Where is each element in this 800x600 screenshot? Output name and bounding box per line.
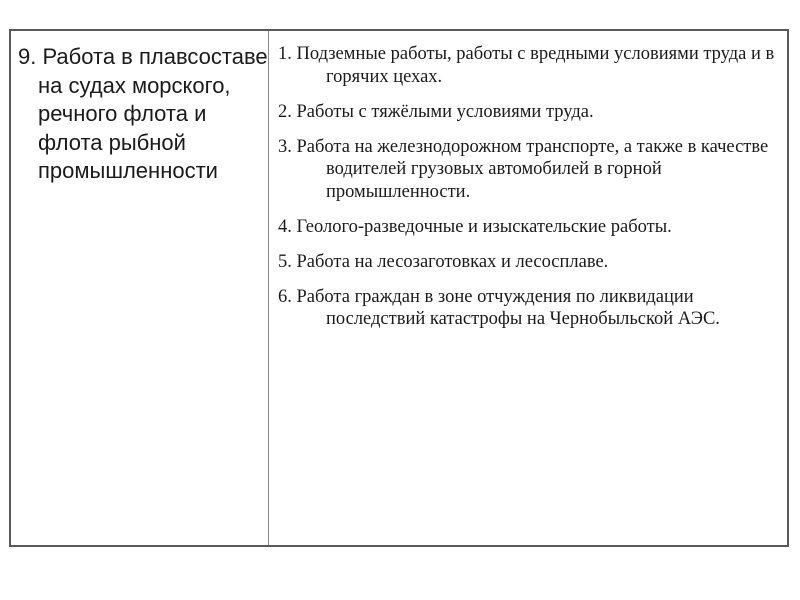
- list-item: 6. Работа граждан в зоне отчуждения по ликвидации последствий катастрофы на Чернобыльской АЭС.: [278, 286, 720, 329]
- category-heading: 9. Работа в плавсоставе на судах морского, речного флота и флота рыбной промышленности: [18, 44, 268, 183]
- table-cell-right: [269, 31, 787, 545]
- list-item: 4. Геолого-разведочные и изыскательские работы.: [278, 216, 672, 237]
- table-cell-left: [11, 31, 269, 545]
- work-types-list: [278, 43, 777, 331]
- list-item: 3. Работа на железнодорожном транспорте, а также в качестве водителей грузовых автомобилей в горной промышленности.: [278, 136, 769, 202]
- list-item: 5. Работа на лесозаготовках и лесосплаве.: [278, 251, 609, 272]
- list-item: 2. Работы с тяжёлыми условиями труда.: [278, 101, 594, 122]
- list-item: 1. Подземные работы, работы с вредными условиями труда и в горячих цехах.: [278, 44, 775, 87]
- table: [9, 29, 789, 547]
